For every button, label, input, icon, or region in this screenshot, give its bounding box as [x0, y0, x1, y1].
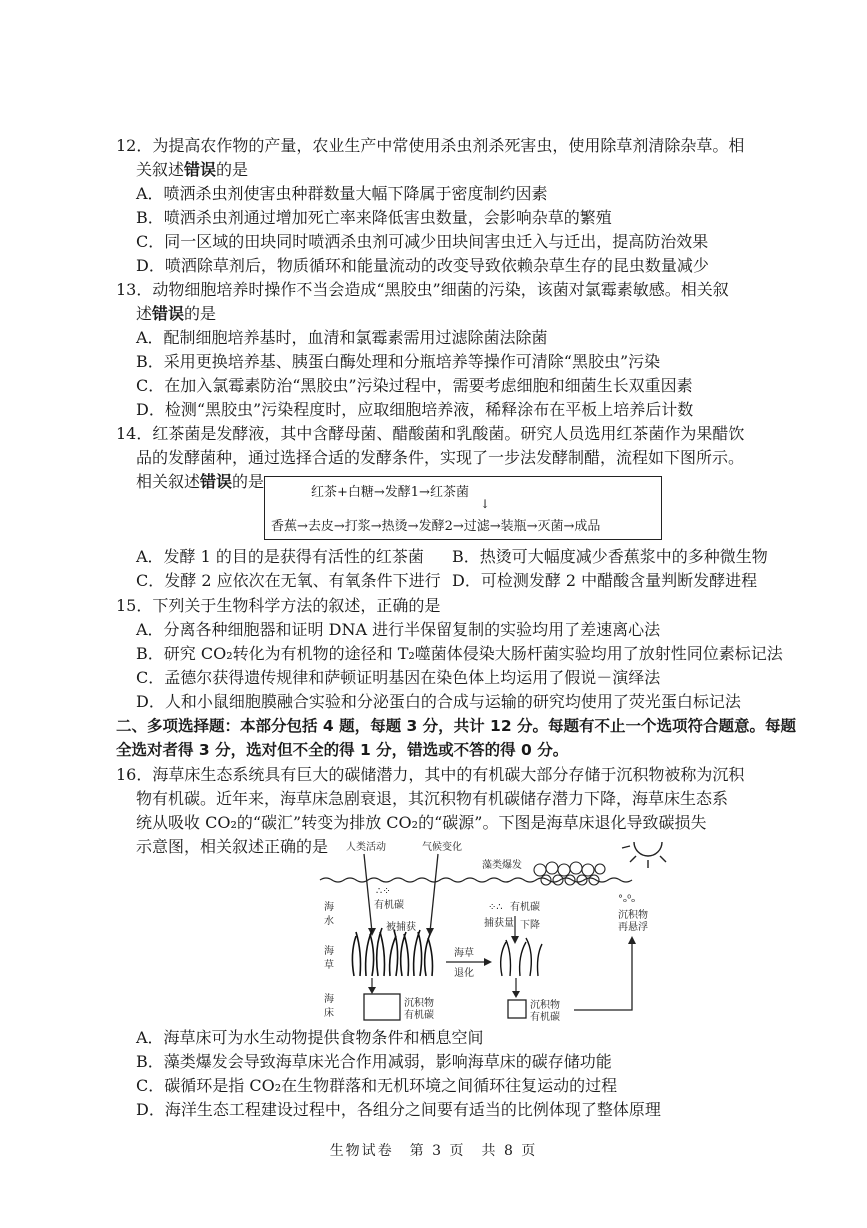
flow-top-row: 红茶+白糖→发酵1→红茶菌 [311, 485, 469, 500]
sediment-box-right [508, 1000, 526, 1018]
organic-carbon-label-right: 有机碳 [510, 902, 540, 913]
q14-option-a: A．发酵 1 的目的是获得有活性的红茶菌 [136, 547, 424, 566]
sediment-arrowhead-right [512, 991, 520, 998]
q14-stem-line2: 品的发酵菌种，通过选择合适的发酵条件，实现了一步法发酵制醋，流程如下图所示。 [136, 448, 745, 467]
sediment-label-left-2: 有机碳 [404, 1010, 434, 1021]
capture-down-arrowhead [511, 936, 519, 944]
q14-flow-diagram [264, 476, 662, 540]
q14-option-b: B．热烫可大幅度减少香蕉浆中的多种微生物 [452, 547, 768, 566]
q14-stem-line1: 14．红茶菌是发酵液，其中含酵母菌、醋酸菌和乳酸菌。研究人员选用红茶菌作为果醋饮 [116, 424, 745, 443]
q15-stem: 15．下列关于生物科学方法的叙述，正确的是 [116, 596, 441, 615]
q16-stem-line4: 示意图，相关叙述正确的是 [136, 837, 329, 856]
q16-option-d: D．海洋生态工程建设过程中，各组分之间要有适当的比例体现了整体原理 [136, 1100, 661, 1119]
q13-stem-line2 [136, 302, 216, 326]
sediment-label-right-1: 沉积物 [530, 1000, 560, 1011]
sediment-box-left [364, 994, 400, 1020]
organic-carbon-dots: ∴⁘ [376, 886, 391, 897]
q16-stem-line2: 物有机碳。近年来，海草床急剧衰退，其沉积物有机碳储存潜力下降，海草床生态系 [136, 789, 729, 808]
water-label-1: 海 [324, 902, 334, 913]
q12-stem-line1: 12．为提高农作物的产量，农业生产中常使用杀虫剂杀死害虫，使用除草剂清除杂草。相 [116, 136, 745, 155]
q12-option-c: C．同一区域的田块同时喷洒杀虫剂可减少田块间害虫迁入与迁出，提高防治效果 [136, 232, 709, 251]
q16-option-a: A．海草床可为水生动物提供食物条件和栖息空间 [136, 1028, 484, 1047]
q13-emphasis: 错误 [152, 304, 185, 323]
q16-stem-line1: 16．海草床生态系统具有巨大的碳储潜力，其中的有机碳大部分存储于沉积物被称为沉积 [116, 765, 745, 784]
q13-stem-line1: 13．动物细胞培养时操作不当会造成“黑胶虫”细菌的污染，该菌对氯霉素敏感。相关叙 [116, 280, 729, 299]
q14-emphasis: 错误 [200, 472, 233, 491]
climate-change-label: 气候变化 [422, 842, 462, 853]
q12-stem-line2 [136, 158, 248, 182]
q12-stem-pre: 关叙述 [136, 160, 185, 179]
grass-label-1: 海 [324, 946, 334, 957]
q12-stem-post: 的是 [216, 160, 249, 179]
resuspend-arrowhead [628, 936, 636, 944]
algae-bloom-label: 藻类爆发 [482, 860, 522, 871]
flow-bottom-row: 香蕉→去皮→打浆→热烫→发酵2→过滤→装瓶→灭菌→成品 [271, 519, 601, 534]
human-activity-label: 人类活动 [346, 842, 386, 853]
dense-seagrass [352, 928, 432, 976]
q14-stem-pre: 相关叙述 [136, 472, 201, 491]
bed-label-1: 海 [324, 994, 334, 1005]
flow-down-arrow: ↓ [480, 497, 491, 511]
q14-stem-line3 [136, 470, 264, 494]
q15-option-c: C．孟德尔获得遗传规律和萨顿证明基因在染色体上均运用了假说－演绎法 [136, 668, 661, 687]
human-arrow [364, 854, 372, 932]
q13-option-c: C．在加入氯霉素防治“黑胶虫”污染过程中，需要考虑细胞和细菌生长双重因素 [136, 376, 693, 395]
climate-arrow [430, 854, 438, 932]
q13-stem-post: 的是 [184, 304, 217, 323]
q12-emphasis: 错误 [184, 160, 217, 179]
sun-icon [622, 842, 666, 868]
sparse-seagrass [501, 938, 542, 976]
bed-label-2: 床 [324, 1008, 334, 1019]
q13-option-d: D．检测“黑胶虫”污染程度时，应取细胞培养液，稀释涂布在平板上培养后计数 [136, 400, 694, 419]
q13-option-b: B．采用更换培养基、胰蛋白酶处理和分瓶培养等操作可清除“黑胶虫”污染 [136, 352, 661, 371]
degrade-arrowhead [484, 958, 492, 966]
resuspend-label-1: 沉积物 [618, 910, 648, 921]
decrease-label: 下降 [520, 920, 540, 931]
q15-option-d: D．人和小鼠细胞膜融合实验和分泌蛋白的合成与运输的研究均使用了荧光蛋白标记法 [136, 692, 741, 711]
q14-stem-post: 的是 [232, 472, 265, 491]
q15-option-b: B．研究 CO₂转化为有机物的途径和 T₂噬菌体侵染大肠杆菌实验均用了放射性同位素标记法 [136, 644, 783, 663]
seagrass-carbon-loss-diagram [312, 836, 672, 1022]
sediment-label-right-2: 有机碳 [530, 1012, 560, 1022]
q12-option-d: D．喷洒除草剂后，物质循环和能量流动的改变导致依赖杂草生存的昆虫数量减少 [136, 256, 709, 275]
algae-bubbles [534, 862, 605, 885]
captured-label: 被捕获 [386, 922, 416, 933]
section2-heading-line2: 全选对者得 3 分，选对但不全的得 1 分，错选或不答的得 0 分。 [116, 741, 569, 759]
sediment-label-left-1: 沉积物 [404, 998, 434, 1009]
q14-option-d: D．可检测发酵 2 中醋酸含量判断发酵进程 [452, 571, 758, 590]
resuspend-label-2: 再悬浮 [618, 922, 648, 933]
q16-stem-line3: 统从吸收 CO₂的“碳汇”转变为排放 CO₂的“碳源”。下图是海草床退化导致碳损失 [136, 813, 707, 832]
q16-option-c: C．碳循环是指 CO₂在生物群落和无机环境之间循环往复运动的过程 [136, 1076, 618, 1095]
degrade-label-2: 退化 [454, 968, 474, 979]
water-label-2: 水 [324, 916, 334, 927]
page-footer: 生物试卷 第 3 页 共 8 页 [329, 1143, 538, 1159]
grass-label-2: 草 [324, 960, 334, 971]
organic-carbon-label-left: 有机碳 [374, 900, 404, 911]
capture-amount-label: 捕获量 [484, 918, 514, 929]
degrade-label-1: 海草 [454, 948, 474, 959]
q16-option-b: B．藻类爆发会导致海草床光合作用减弱，影响海草床的碳存储功能 [136, 1052, 612, 1071]
q13-option-a: A．配制细胞培养基时，血清和氯霉素需用过滤除菌法除菌 [136, 328, 548, 347]
q13-stem-pre: 述 [136, 304, 153, 323]
q12-option-a: A．喷洒杀虫剂使害虫种群数量大幅下降属于密度制约因素 [136, 184, 548, 203]
sediment-arrowhead-left [368, 987, 376, 994]
q12-option-b: B．喷洒杀虫剂通过增加死亡率来降低害虫数量，会影响杂草的繁殖 [136, 208, 612, 227]
organic-carbon-dots-right: ⁘∴ [488, 902, 503, 913]
q15-option-a: A．分离各种细胞器和证明 DNA 进行半保留复制的实验均用了差速离心法 [136, 620, 661, 639]
resuspend-dots: °ₒ⁰ₒ [618, 894, 636, 905]
section2-heading-line1: 二、多项选择题：本部分包括 4 题，每题 3 分，共计 12 分。每题有不止一个选项符合题意。每题 [116, 717, 797, 735]
resuspend-arrow [574, 940, 632, 1010]
q14-option-c: C．发酵 2 应依次在无氧、有氧条件下进行 [136, 571, 441, 590]
